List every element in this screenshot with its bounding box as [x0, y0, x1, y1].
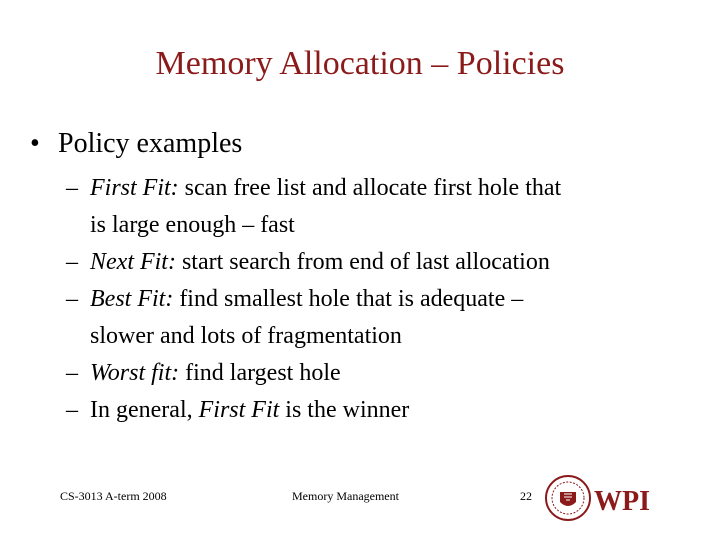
- text: start search from end of last allocation: [175, 249, 550, 275]
- sub-bullet-first-fit-cont: [66, 207, 686, 244]
- text: In general,: [90, 397, 199, 423]
- sub-bullet-first-fit: [66, 170, 686, 207]
- slide-number: 22: [520, 489, 532, 503]
- logo-wordmark: WPI: [594, 486, 650, 517]
- term: First Fit:: [90, 175, 179, 201]
- bullet-policy-examples: [30, 124, 242, 164]
- text: is the winner: [279, 397, 410, 423]
- wpi-logo: [544, 472, 650, 524]
- sub-bullet-in-general: [66, 392, 686, 429]
- sub-bullet-best-fit-cont: [66, 318, 686, 355]
- dash: –: [66, 175, 78, 201]
- bullet-text: Policy examples: [58, 128, 243, 159]
- text: find largest hole: [179, 360, 341, 386]
- term: First Fit: [198, 397, 280, 423]
- seal-icon: [546, 476, 590, 520]
- bullet-dot: •: [30, 128, 40, 159]
- text: find smallest hole that is adequate –: [173, 286, 524, 312]
- sub-bullet-worst-fit: [66, 355, 686, 392]
- slide-title: Memory Allocation – Policies: [155, 45, 565, 82]
- footer-course: CS-3013 A-term 2008: [60, 489, 167, 503]
- term: Next Fit:: [90, 249, 176, 275]
- text: slower and lots of fragmentation: [90, 323, 402, 349]
- dash: –: [66, 397, 78, 423]
- dash: –: [66, 360, 78, 386]
- text: is large enough – fast: [90, 212, 295, 238]
- sub-bullet-list: [66, 170, 686, 429]
- footer-topic: Memory Management: [292, 489, 399, 503]
- term: Worst fit:: [90, 360, 180, 386]
- sub-bullet-next-fit: [66, 244, 686, 281]
- dash: –: [66, 249, 78, 275]
- term: Best Fit:: [90, 286, 174, 312]
- dash: –: [66, 286, 78, 312]
- text: scan free list and allocate first hole that: [178, 175, 562, 201]
- sub-bullet-best-fit: [66, 281, 686, 318]
